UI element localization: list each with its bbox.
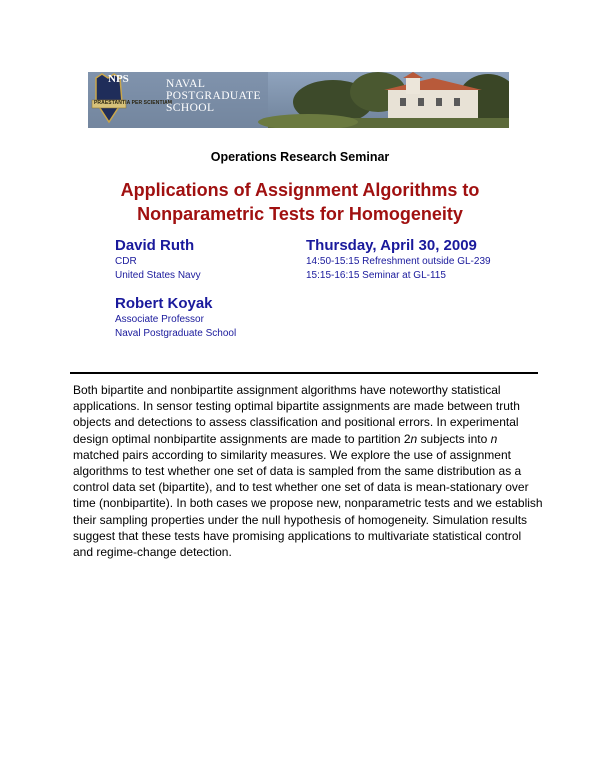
event-refreshment: 14:50-15:15 Refreshment outside GL-239 — [306, 256, 491, 267]
title-line1: Applications of Assignment Algorithms to — [120, 180, 480, 200]
abstract-part2: subjects into — [417, 431, 491, 446]
speaker-1-rank: CDR — [115, 256, 137, 267]
seal-motto: PRAESTANTIA PER SCIENTIAM — [94, 100, 173, 106]
speaker-1 — [115, 237, 201, 282]
school-name-line1: NAVAL — [166, 78, 206, 90]
speaker-1-name: David Ruth — [115, 237, 195, 254]
abstract-part1: Both bipartite and nonbipartite assignment algorithms have noteworthy statistical applications. In sensor testing optimal bipartite assignments are made between truth objects and detections to assess classification and positional errors. In experimental design optimal nonbipartite assignments are made to partition 2 — [73, 383, 520, 446]
divider — [70, 372, 538, 374]
seal-label: NPS — [108, 73, 129, 85]
event-info — [306, 237, 491, 282]
event-seminar: 15:15-16:15 Seminar at GL-115 — [306, 269, 446, 281]
title-line2: Nonparametric Tests for Homogeneity — [137, 204, 463, 224]
school-name-line3: SCHOOL — [166, 102, 215, 114]
abstract — [73, 382, 543, 560]
seminar-title — [0, 178, 600, 226]
speaker-2-rank: Associate Professor — [115, 314, 204, 325]
speaker-2-org: Naval Postgraduate School — [115, 327, 237, 339]
abstract-n1: n — [410, 431, 418, 446]
abstract-part3: matched pairs according to similarity measures. We explore the use of assignment algorithms to test whether one set of data is sampled from the same distribution as a control data set (bipartite), and to test whether one set of data is mean-stationary over time (nonbipartite). In both cases we propose new, nonparametric tests and we establish their sampling properties under the null hypothesis of homogeneity. Simulation results suggest that these tests have promising applications to multivariate statistical control and regime-change detection. — [73, 447, 543, 560]
school-name-line2: POSTGRADUATE — [166, 90, 261, 102]
abstract-n2: n — [490, 431, 498, 446]
school-name — [166, 78, 316, 114]
speaker-2 — [115, 295, 236, 340]
speaker-2-name: Robert Koyak — [115, 295, 213, 312]
seminar-series: Operations Research Seminar — [210, 150, 390, 164]
speaker-1-org: United States Navy — [115, 269, 201, 281]
event-date: Thursday, April 30, 2009 — [306, 237, 477, 254]
